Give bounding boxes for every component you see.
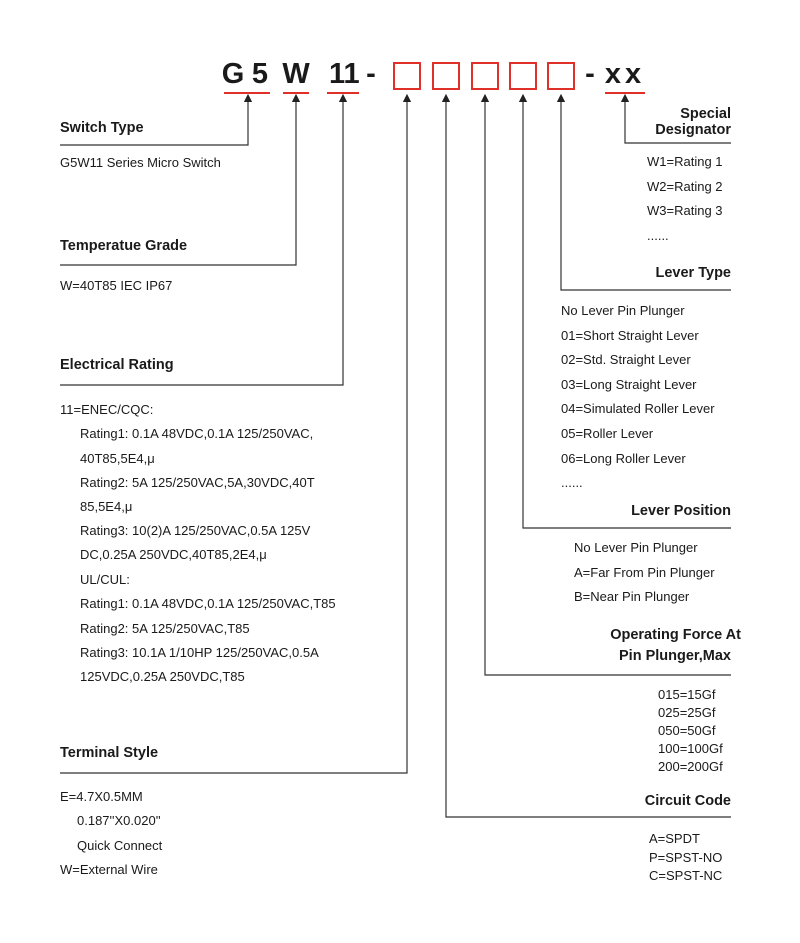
list-item: W2=Rating 2 — [647, 179, 723, 194]
list-item: A=SPDT — [649, 831, 700, 846]
list-item: A=Far From Pin Plunger — [574, 565, 715, 580]
code-box-4 — [509, 62, 537, 90]
code-char-5: 5 — [251, 58, 269, 90]
lever-type-heading: Lever Type — [655, 265, 731, 281]
special-designator-heading-2: Designator — [655, 122, 731, 138]
list-item: C=SPST-NC — [649, 868, 723, 883]
list-item: 06=Long Roller Lever — [561, 451, 686, 466]
code-char-g: G — [221, 58, 245, 90]
lever-position-heading: Lever Position — [631, 503, 731, 519]
operating-force-heading-2: Pin Plunger,Max — [619, 648, 731, 664]
list-item: 125VDC,0.25A 250VDC,T85 — [80, 669, 245, 684]
list-item: W3=Rating 3 — [647, 203, 723, 218]
list-item: Rating3: 10(2)A 125/250VAC,0.5A 125V — [80, 523, 311, 538]
code-box-3 — [471, 62, 499, 90]
switch-type-item: G5W11 Series Micro Switch — [60, 155, 221, 170]
list-item: Rating1: 0.1A 48VDC,0.1A 125/250VAC,T85 — [80, 596, 336, 611]
code-box-5 — [547, 62, 575, 90]
code-box-1 — [393, 62, 421, 90]
list-item: Rating2: 5A 125/250VAC,5A,30VDC,40T — [80, 475, 315, 490]
list-item: 03=Long Straight Lever — [561, 377, 697, 392]
list-item: 85,5E4,μ — [80, 499, 133, 514]
list-item: E=4.7X0.5MM — [60, 789, 143, 804]
underline-11 — [327, 92, 359, 94]
code-char-w: W — [282, 58, 310, 90]
list-item: 200=200Gf — [658, 759, 723, 774]
list-item: ...... — [561, 475, 583, 490]
code-suffix: xx — [604, 58, 646, 90]
list-item: Rating1: 0.1A 48VDC,0.1A 125/250VAC, — [80, 426, 314, 441]
special-designator-heading-1: Special — [680, 106, 731, 122]
list-item: UL/CUL: — [80, 572, 130, 587]
temperature-grade-item: W=40T85 IEC IP67 — [60, 278, 173, 293]
list-item: ...... — [647, 228, 669, 243]
list-item: Quick Connect — [77, 838, 163, 853]
list-item: 025=25Gf — [658, 705, 716, 720]
list-item: W=External Wire — [60, 862, 158, 877]
underline-g5 — [224, 92, 270, 94]
list-item: Rating3: 10.1A 1/10HP 125/250VAC,0.5A — [80, 645, 319, 660]
list-item: 04=Simulated Roller Lever — [561, 401, 715, 416]
list-item: 100=100Gf — [658, 741, 723, 756]
list-item: 05=Roller Lever — [561, 426, 654, 441]
list-item: DC,0.25A 250VDC,40T85,2E4,μ — [80, 547, 267, 562]
circuit-code-heading: Circuit Code — [644, 793, 731, 809]
code-box-2 — [432, 62, 460, 90]
code-char-11: 11 — [329, 58, 360, 90]
underline-xx — [605, 92, 645, 94]
list-item: W1=Rating 1 — [647, 154, 723, 169]
list-item: 40T85,5E4,μ — [80, 451, 155, 466]
terminal-style-heading: Terminal Style — [60, 745, 159, 761]
code-dash-1: - — [366, 58, 376, 90]
temperature-grade-heading: Temperatue Grade — [60, 238, 188, 254]
list-item: B=Near Pin Plunger — [574, 589, 690, 604]
list-item: 02=Std. Straight Lever — [561, 352, 691, 367]
operating-force-heading-1: Operating Force At — [610, 627, 741, 643]
list-item: Rating2: 5A 125/250VAC,T85 — [80, 621, 250, 636]
list-item: No Lever Pin Plunger — [561, 303, 685, 318]
switch-type-heading: Switch Type — [60, 120, 144, 136]
electrical-rating-heading: Electrical Rating — [60, 357, 174, 373]
list-item: P=SPST-NO — [649, 850, 723, 865]
code-dash-2: - — [585, 58, 595, 90]
list-item: No Lever Pin Plunger — [574, 540, 698, 555]
list-item: 01=Short Straight Lever — [561, 328, 699, 343]
list-item: 0.187''X0.020'' — [77, 813, 161, 828]
underline-w — [283, 92, 309, 94]
list-item: 050=50Gf — [658, 723, 716, 738]
list-item: 015=15Gf — [658, 687, 716, 702]
list-item: 11=ENEC/CQC: — [60, 402, 154, 417]
